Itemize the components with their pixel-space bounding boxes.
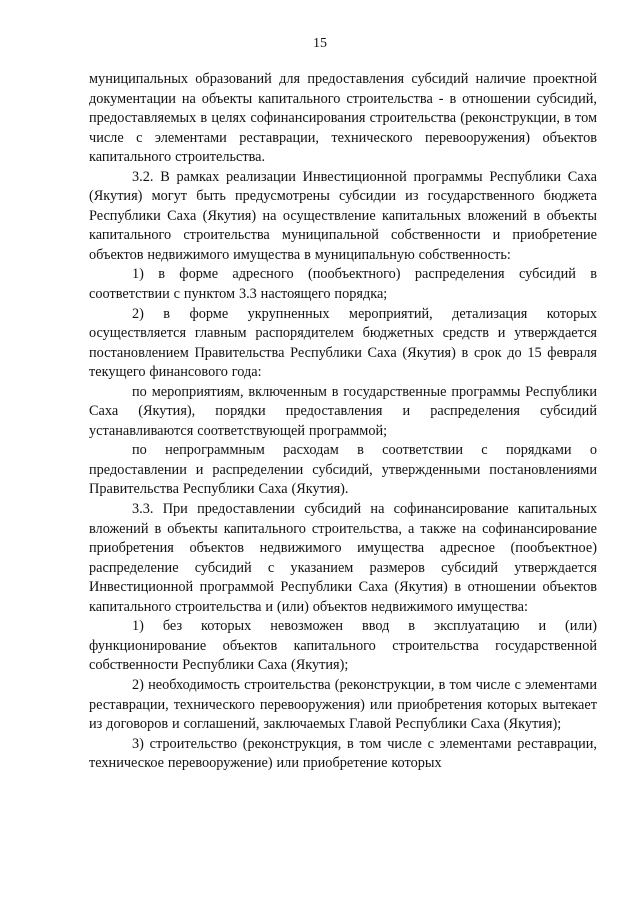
list-item-3-3-1: 1) без которых невозможен ввод в эксплуатацию и (или) функционирование объектов капитального строительства государственной собственности Республики Саха (Якутия);	[89, 618, 597, 674]
list-item-3-3-3: 3) строительство (реконструкция, в том числе с элементами реставрации, техническое перевооружение) или приобретение которых	[89, 735, 597, 772]
document-body	[89, 70, 597, 774]
page-number: 15	[313, 36, 327, 51]
list-item-3-2-2: 2) в форме укрупненных мероприятий, детализация которых осуществляется главным распорядителем бюджетных средств и утверждается постановлением Правительства Республики Саха (Якутия) в срок до 15 февраля текущего финансового года:	[89, 305, 597, 381]
paragraph-3-3: 3.3. При предоставлении субсидий на софинансирование капитальных вложений в объекты капитального строительства, а также на софинансирование приобретения объектов недвижимого имущества адресное (пообъектное) распределение субсидий с указанием размеров субсидий утверждается Инвестиционной программой Республики Саха (Якутия) в отношении объектов капитального строительства и (или) объектов недвижимого имущества:	[89, 501, 597, 615]
sub-item-non-program-expenses: по непрограммным расходам в соответствии с порядками о предоставлении и распределении субсидий, утвержденными постановлениями Правительства Республики Саха (Якутия).	[89, 442, 597, 498]
list-item-3-2-1: 1) в форме адресного (пообъектного) распределения субсидий в соответствии с пунктом 3.3 настоящего порядка;	[89, 266, 597, 303]
paragraph-continuation: муниципальных образований для предоставления субсидий наличие проектной документации на объекты капитального строительства - в отношении субсидий, предоставляемых в целях софинансирования строительства (реконструкции, в том числе с элементами реставрации, технического перевооружения) объектов капитального строительства.	[89, 71, 597, 166]
list-item-3-3-2: 2) необходимость строительства (реконструкции, в том числе с элементами реставрации, технического перевооружения) или приобретения которых вытекает из договоров и соглашений, заключаемых Главой Республики Саха (Якутия);	[89, 676, 597, 733]
paragraph-3-2: 3.2. В рамках реализации Инвестиционной программы Республики Саха (Якутия) могут быть предусмотрены субсидии из государственного бюджета Республики Саха (Якутия) на осуществление капитальных вложений в объекты капитального строительства муниципальной собственности и приобретение объектов недвижимого имущества в муниципальную собственность:	[89, 168, 597, 263]
sub-item-program-measures: по мероприятиям, включенным в государственные программы Республики Саха (Якутия), порядки предоставления и распределения субсидий устанавливаются соответствующей программой;	[89, 383, 597, 439]
